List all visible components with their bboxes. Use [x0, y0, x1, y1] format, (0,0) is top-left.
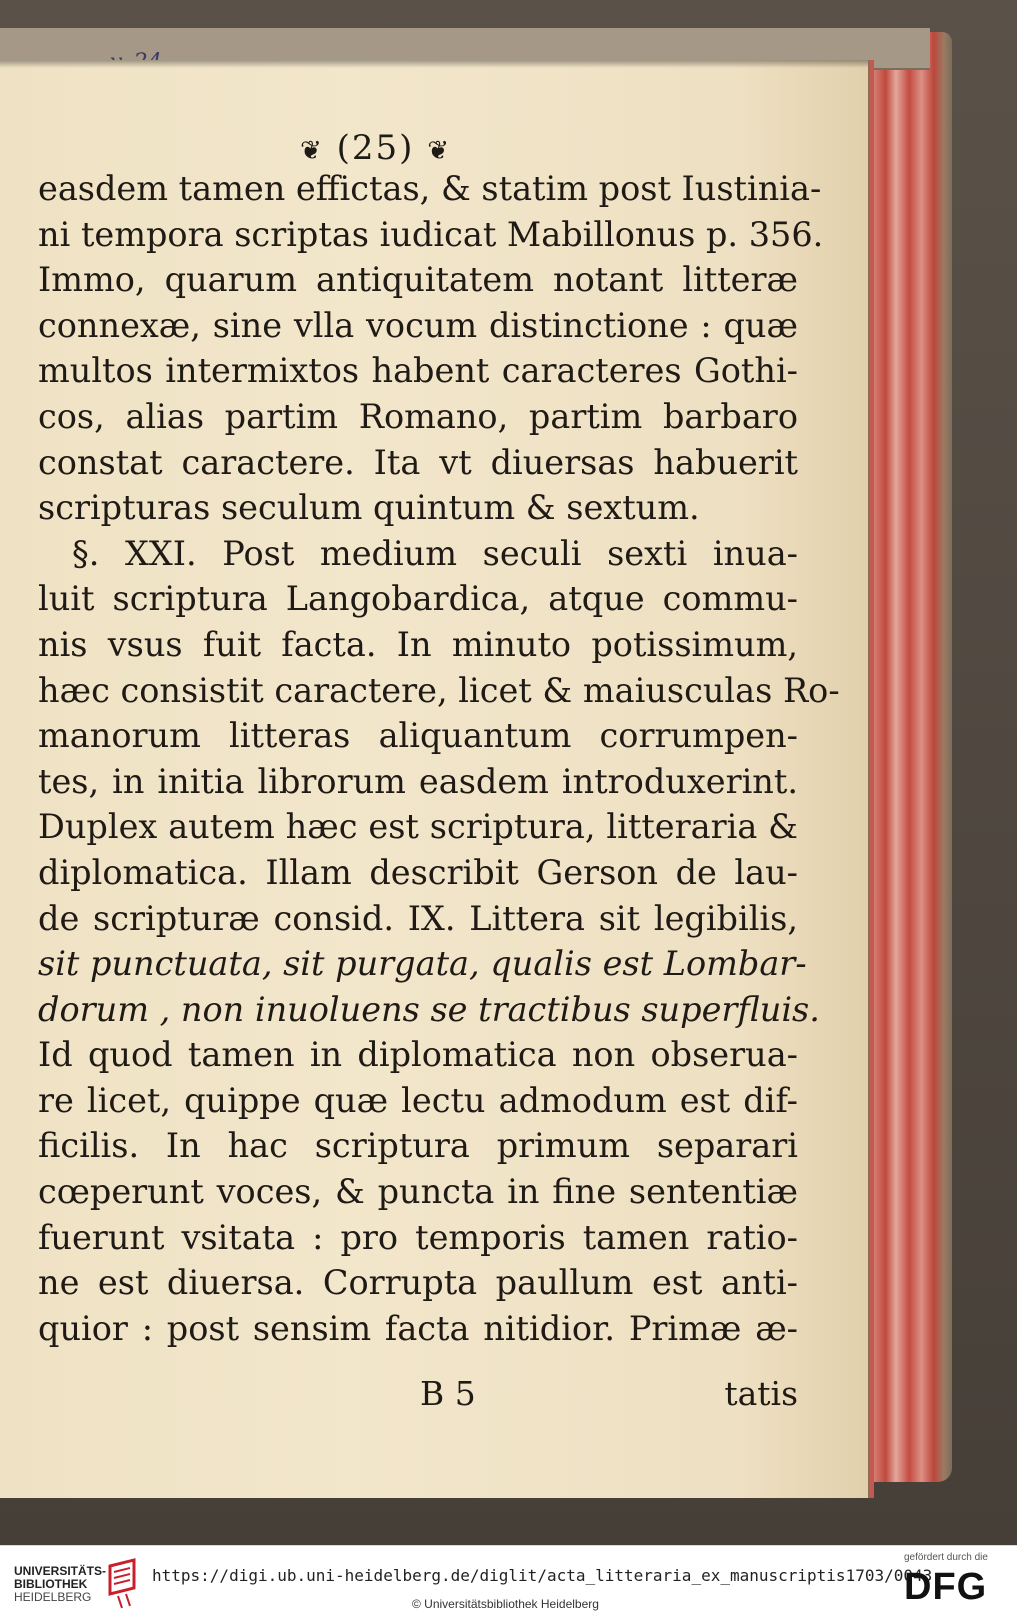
text-line: cœperunt voces, & puncta in fine sententiæ	[38, 1172, 798, 1212]
text-line: re licet, quippe quæ lectu admodum est dif-	[38, 1080, 798, 1120]
library-logo-icon[interactable]	[104, 1558, 142, 1610]
text-line: diplomatica. Illam describit Gerson de lau-	[38, 852, 798, 892]
permalink-url[interactable]: https://digi.ub.uni-heidelberg.de/diglit/acta_litteraria_ex_manuscriptis1703/0043	[152, 1566, 933, 1585]
ornament-left-icon: ❦	[300, 136, 324, 166]
text-line: Id quod tamen in diplomatica non obserua-	[38, 1035, 798, 1075]
text-line: scripturas seculum quintum & sextum.	[38, 488, 700, 528]
text-line: Immo, quarum antiquitatem notant litteræ	[38, 260, 798, 300]
text-line: nis vsus fuit facta. In minuto potissimum,	[38, 624, 798, 664]
text-line: Duplex autem hæc est scriptura, litteraria &	[38, 807, 798, 847]
text-line: §. XXI. Post medium seculi sexti inua-	[72, 533, 798, 573]
text-line: ne est diuersa. Corrupta paullum est anti-	[38, 1263, 798, 1303]
text-line: manorum litteras aliquantum corrumpen-	[38, 716, 798, 756]
text-line: constat caractere. Ita vt diuersas habuerit	[38, 442, 798, 482]
funder-note: gefördert durch die	[904, 1552, 988, 1563]
text-line: connexæ, sine vlla vocum distinctione : quæ	[38, 305, 798, 345]
page-top-shadow	[0, 60, 868, 68]
text-line: quior : post sensim facta nitidior. Primæ æ-	[38, 1308, 798, 1348]
text-line: tes, in initia librorum easdem introduxerint.	[38, 761, 798, 801]
library-logo-text[interactable]	[14, 1565, 106, 1604]
text-line: hæc consistit caractere, licet & maiusculas Ro-	[38, 670, 840, 710]
page-text	[38, 166, 840, 1351]
ornament-right-icon: ❦	[427, 136, 452, 166]
catchword: tatis	[724, 1374, 798, 1413]
page-header	[300, 128, 451, 168]
text-line: luit scriptura Langobardica, atque commu-	[38, 579, 798, 619]
logo-line: UNIVERSITÄTS-	[14, 1564, 107, 1578]
text-line: fuerunt vsitata : pro temporis tamen ratio-	[38, 1217, 798, 1257]
logo-line: BIBLIOTHEK	[14, 1577, 88, 1591]
page-number: (25)	[336, 128, 415, 168]
text-line: multos intermixtos habent caracteres Gothi-	[38, 351, 798, 391]
page-footer	[38, 1374, 798, 1420]
dfg-logo[interactable]: DFG	[904, 1566, 988, 1608]
logo-line: HEIDELBERG	[14, 1590, 92, 1604]
signature-mark: B 5	[420, 1374, 476, 1413]
text-line: ni tempora scriptas iudicat Mabillonus p. 356.	[38, 214, 824, 254]
viewer-footer-bar	[0, 1545, 1017, 1622]
text-line: de scripturæ consid. IX. Littera sit legibilis,	[38, 898, 798, 938]
copyright-notice: © Universitätsbibliothek Heidelberg	[412, 1597, 599, 1611]
text-line-italic: dorum , non inuoluens se tractibus superfluis.	[38, 989, 820, 1029]
text-line: easdem tamen effictas, & statim post Iustinia-	[38, 169, 822, 208]
text-line-italic: sit punctuata, sit purgata, qualis est Lombar-	[38, 944, 807, 984]
text-line: cos, alias partim Romano, partim barbaro	[38, 396, 798, 436]
text-line: ficilis. In hac scriptura primum separari	[38, 1126, 798, 1166]
